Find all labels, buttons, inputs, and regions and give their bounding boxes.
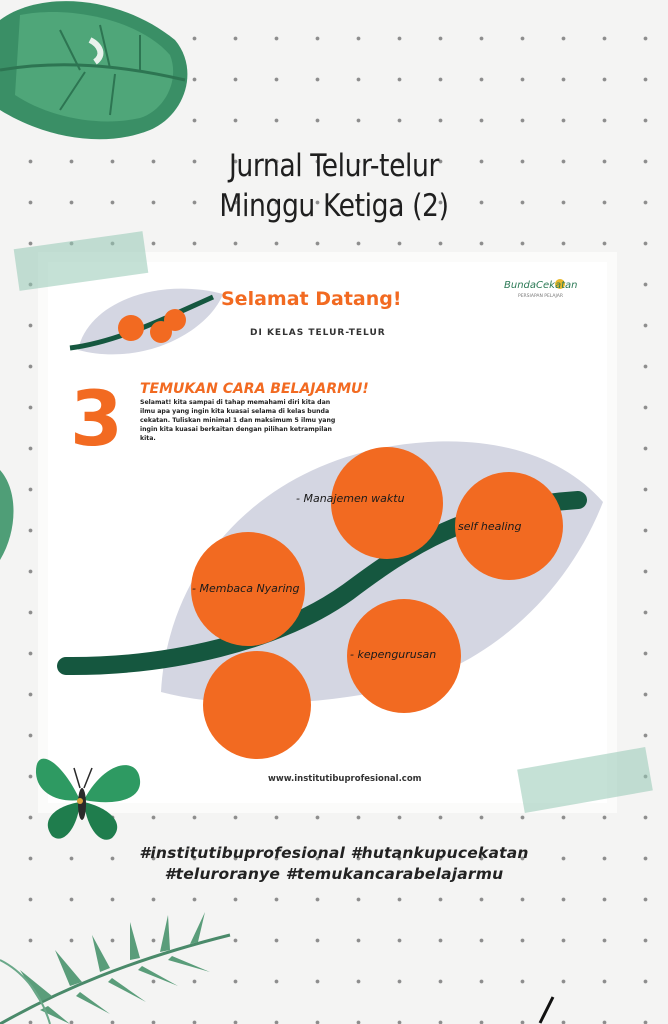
- brand-logo: [504, 279, 577, 299]
- instructions-text: [140, 399, 335, 442]
- page-title: [47, 146, 621, 226]
- welcome-subtitle: DI KELAS TELUR-TELUR: [250, 328, 386, 338]
- leaf-edge-decoration: [0, 470, 20, 560]
- brand-subtitle: PERSIAPAN PELAJAR: [518, 294, 563, 299]
- palm-leaf-decoration: [0, 890, 280, 1024]
- step-number: 3: [70, 374, 123, 463]
- worksheet-card: [48, 262, 607, 803]
- hashtag-line-2: #teluroranye #temukancarabelajarmu: [164, 865, 504, 883]
- header-leaf-icon: [70, 289, 223, 355]
- title-line-2: Minggu Ketiga (2): [219, 188, 449, 224]
- monstera-leaf-decoration: [0, 0, 200, 150]
- instruction-line: kita.: [140, 435, 156, 442]
- website-url: www.institutibuprofesional.com: [268, 774, 422, 784]
- instruction-line: ilmu apa yang ingin kita kuasai selama di kelas bunda: [140, 408, 330, 415]
- butterfly-icon: [30, 738, 150, 853]
- title-line-1: Jurnal Telur-telur: [228, 148, 440, 184]
- egg-label: - kepengurusan: [350, 648, 437, 661]
- egg-label: - Membaca Nyaring: [192, 582, 300, 595]
- hashtag-line-1: #institutibuprofesional #hutankupucekatan: [139, 844, 529, 862]
- worksheet-graphic: [48, 262, 607, 803]
- welcome-title: Selamat Datang!: [221, 288, 402, 310]
- brand-name: BundaCekatan: [504, 280, 578, 291]
- hashtags: [0, 843, 668, 885]
- instruction-line: ingin kita kuasai berkaitan dengan pilihan ketrampilan: [140, 426, 332, 433]
- pen-stroke-decoration: [535, 995, 565, 1024]
- instruction-line: cekatan. Tuliskan minimal 1 dan maksimum 5 ilmu yang: [140, 417, 336, 424]
- step-title: TEMUKAN CARA BELAJARMU!: [140, 381, 369, 397]
- egg-circle: [203, 651, 311, 759]
- egg-label: self healing: [458, 520, 522, 533]
- egg-label: - Manajemen waktu: [296, 492, 405, 505]
- instruction-line: Selamat! kita sampai di tahap memahami diri kita dan: [140, 399, 331, 406]
